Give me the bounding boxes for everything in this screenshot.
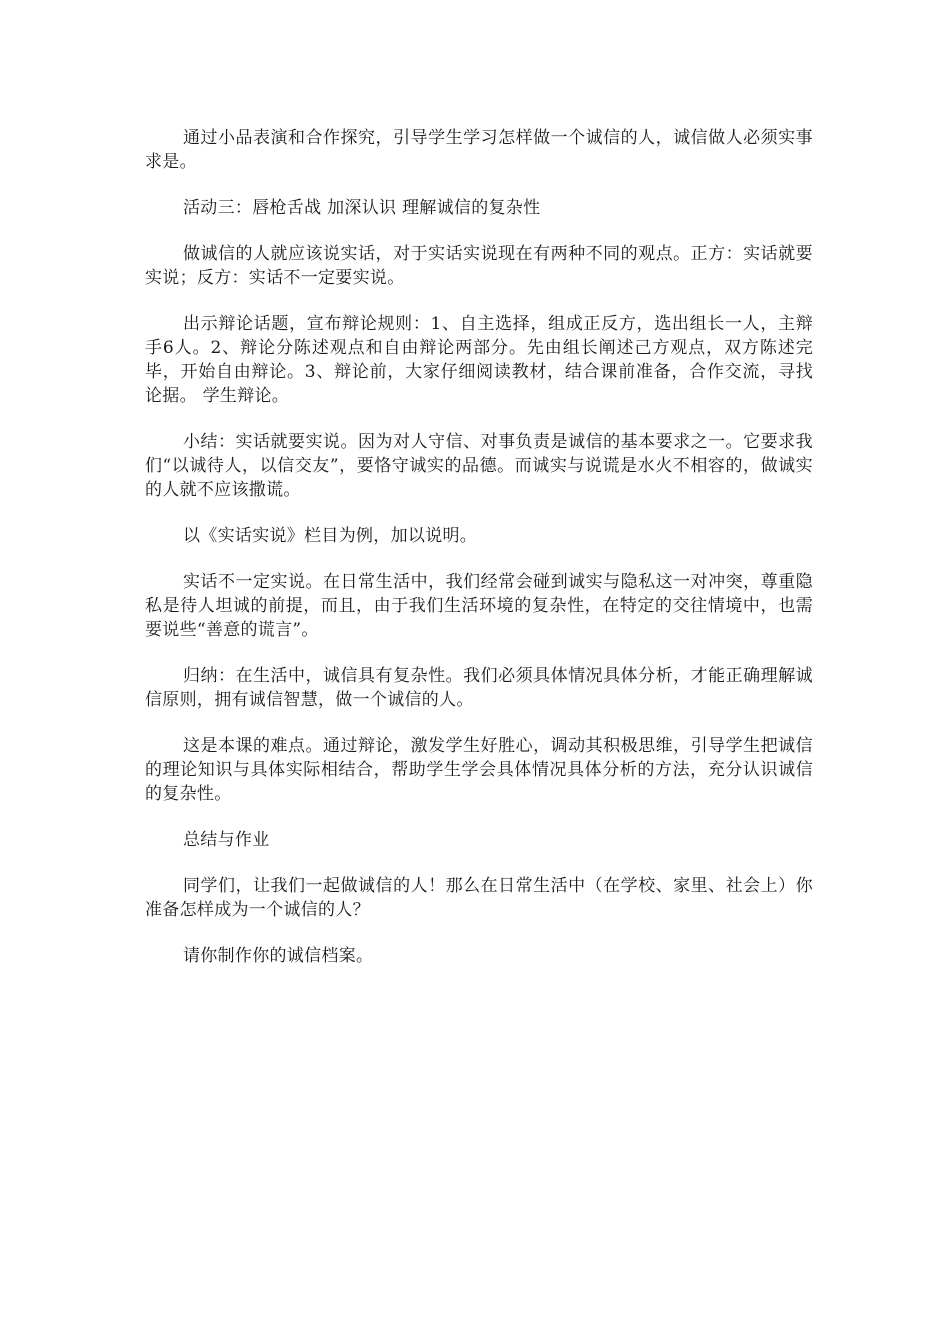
paragraph-difficulty-note: 这是本课的难点。通过辩论，激发学生好胜心，调动其积极思维，引导学生把诚信的理论知识与具体实际相结合，帮助学生学会具体情况具体分析的方法，充分认识诚信的复杂性。	[145, 736, 813, 804]
paragraph-activity-three-heading: 活动三：唇枪舌战 加深认识 理解诚信的复杂性	[183, 198, 541, 218]
paragraph-debate-viewpoints: 做诚信的人就应该说实话，对于实话实说现在有两种不同的观点。正方：实话就要实说；反方：实话不一定要实说。	[145, 244, 813, 288]
paragraph-summary-homework-heading: 总结与作业	[183, 830, 270, 850]
paragraph-closing-question: 同学们，让我们一起做诚信的人！那么在日常生活中（在学校、家里、社会上）你准备怎样成为一个诚信的人？	[145, 876, 813, 920]
paragraph-intro-summary: 通过小品表演和合作探究，引导学生学习怎样做一个诚信的人，诚信做人必须实事求是。	[145, 128, 813, 172]
paragraph-summary-tell-truth: 小结：实话就要实说。因为对人守信、对事负责是诚信的基本要求之一。它要求我们“以诚待人，以信交友”，要恪守诚实的品德。而诚实与说谎是水火不相容的，做诚实的人就不应该撒谎。	[145, 432, 813, 500]
paragraph-homework-task: 请你制作你的诚信档案。	[183, 946, 374, 966]
paragraph-debate-rules: 出示辩论话题，宣布辩论规则：1、自主选择，组成正反方，选出组长一人，主辩手6人。2、辩论分陈述观点和自由辩论两部分。先由组长阐述己方观点，双方陈述完毕，开始自由辩论。3、辩论前，大家仔细阅读教材，结合课前准备，合作交流，寻找论据。 学生辩论。	[145, 314, 813, 406]
paragraph-example-program: 以《实话实说》栏目为例，加以说明。	[183, 526, 478, 546]
document-body	[145, 126, 813, 990]
paragraph-truth-not-always: 实话不一定实说。在日常生活中，我们经常会碰到诚实与隐私这一对冲突，尊重隐私是待人坦诚的前提，而且，由于我们生活环境的复杂性，在特定的交往情境中，也需要说些“善意的谎言”。	[145, 572, 813, 640]
paragraph-conclusion: 归纳：在生活中，诚信具有复杂性。我们必须具体情况具体分析，才能正确理解诚信原则，拥有诚信智慧，做一个诚信的人。	[145, 666, 813, 710]
